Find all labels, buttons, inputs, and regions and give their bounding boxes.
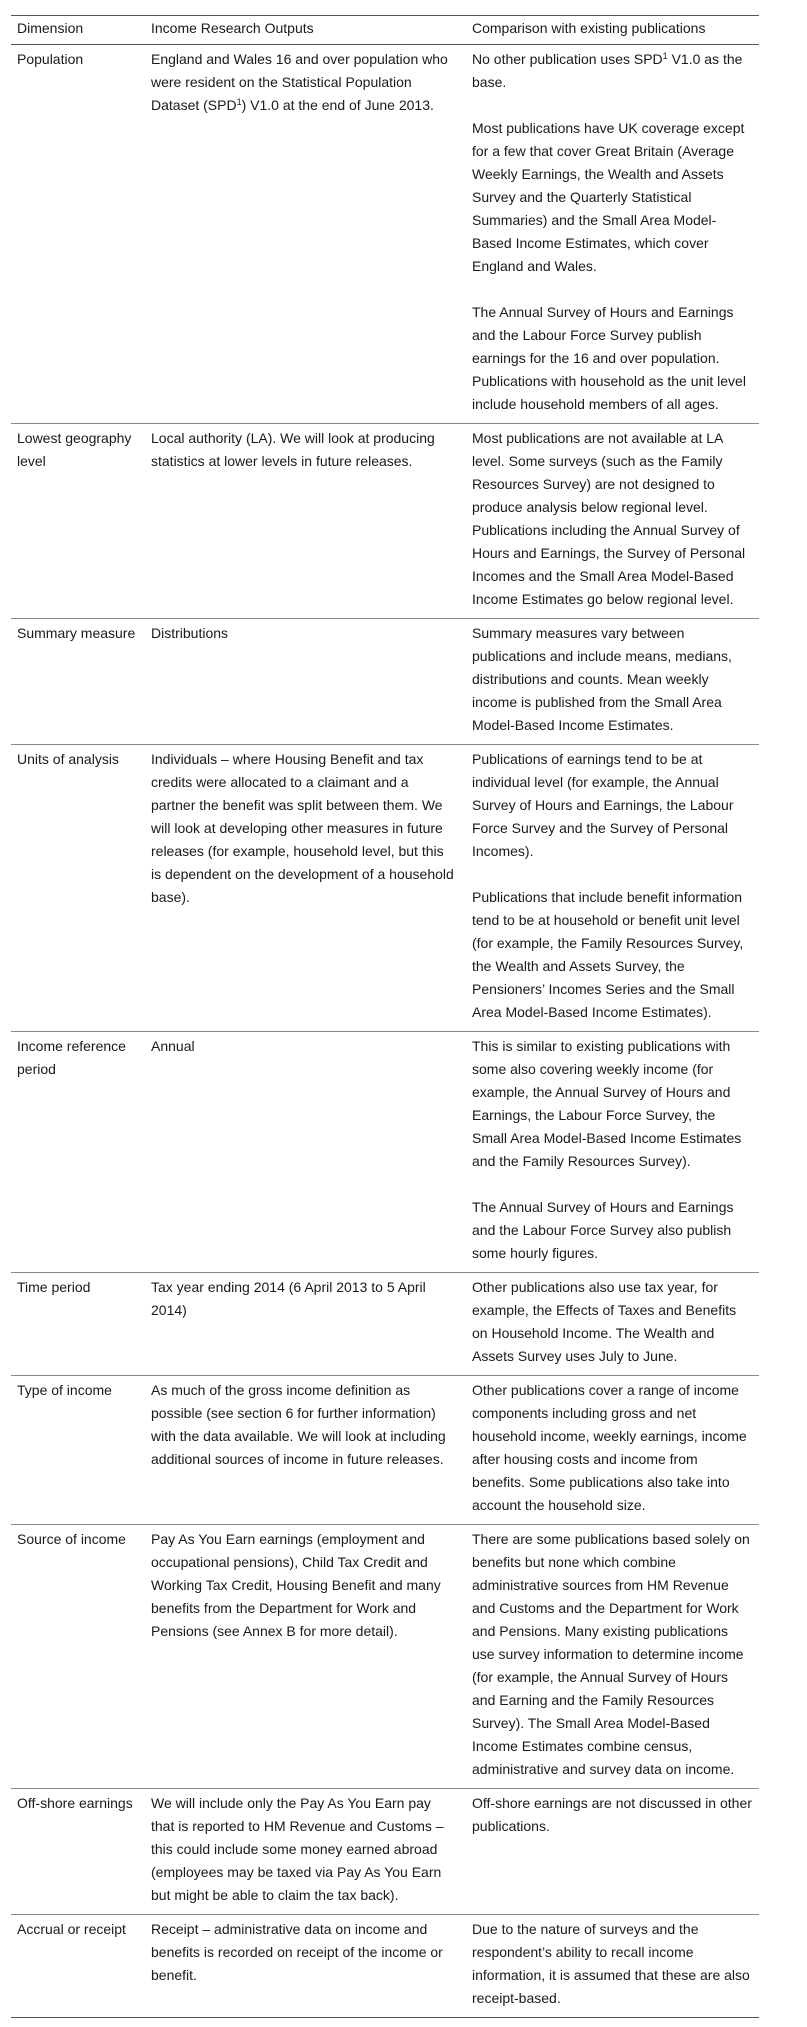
- comparison-cell: [460, 1032, 759, 1273]
- outputs-paragraph: England and Wales 16 and over population who were resident on the Statistical Population Dataset (SPD$^1$) V1.0 at the end of June 2013.: [151, 51, 448, 113]
- comparison-cell: [460, 1273, 759, 1376]
- table-row: [11, 619, 759, 745]
- dimension-cell: Source of income: [11, 1525, 144, 1789]
- table-row: [11, 745, 759, 1032]
- table-row: [11, 1032, 759, 1273]
- table-row: [11, 1273, 759, 1376]
- comparison-paragraph: Summary measures vary between publications and include means, medians, distributions and counts. Mean weekly income is published from the Small Area Model-Based Income Estimates.: [472, 625, 732, 733]
- comparison-cell: [460, 745, 759, 1032]
- table-row: [11, 1789, 759, 1915]
- comparison-paragraph: Publications of earnings tend to be at individual level (for example, the Annual Survey of Hours and Earnings, the Labour Force Survey and the Survey of Personal Incomes).: [472, 751, 734, 859]
- outputs-cell: [144, 1032, 460, 1273]
- table-header: [11, 16, 759, 45]
- comparison-paragraph: This is similar to existing publications with some also covering weekly income (for example, the Annual Survey of Hours and Earnings, the Labour Force Survey, the Small Area Model-Based Income Estimates and the Family Resources Survey).: [472, 1038, 742, 1169]
- comparison-paragraph: The Annual Survey of Hours and Earnings and the Labour Force Survey also publish some hourly figures.: [472, 1199, 734, 1261]
- table-row: [11, 45, 759, 424]
- table-row: [11, 1525, 759, 1789]
- dimension-cell: Accrual or receipt: [11, 1915, 144, 2018]
- dimension-cell: Population: [11, 45, 144, 424]
- outputs-paragraph: Annual: [151, 1038, 195, 1054]
- comparison-paragraph: Off-shore earnings are not discussed in other publications.: [472, 1795, 752, 1834]
- header-income-research-outputs: Income Research Outputs: [144, 16, 460, 45]
- comparison-cell: [460, 619, 759, 745]
- comparison-cell: [460, 1789, 759, 1915]
- dimension-cell: Type of income: [11, 1376, 144, 1525]
- outputs-paragraph: Individuals – where Housing Benefit and tax credits were allocated to a claimant and a partner the benefit was split between them. We will look at developing other measures in future releases (for example, household level, but this is dependent on the development of a household base).: [151, 751, 454, 905]
- comparison-cell: [460, 45, 759, 424]
- dimension-cell: Off-shore earnings: [11, 1789, 144, 1915]
- comparison-table: [11, 15, 759, 2018]
- dimension-cell: Summary measure: [11, 619, 144, 745]
- comparison-paragraph: Other publications also use tax year, for example, the Effects of Taxes and Benefits on Household Income. The Wealth and Assets Survey uses July to June.: [472, 1279, 737, 1364]
- comparison-paragraph: Other publications cover a range of income components including gross and net household income, weekly earnings, income after housing costs and income from benefits. Some publications also take into account the household size.: [472, 1382, 747, 1513]
- comparison-paragraph: The Annual Survey of Hours and Earnings and the Labour Force Survey publish earnings for the 16 and over population. Publications with household as the unit level include household members of all ages.: [472, 304, 746, 412]
- comparison-paragraph: Most publications have UK coverage except for a few that cover Great Britain (Average Weekly Earnings, the Wealth and Assets Survey and the Quarterly Statistical Summaries) and the Small Area Model-Based Income Estimates, which cover England and Wales.: [472, 120, 745, 274]
- dimension-cell: Units of analysis: [11, 745, 144, 1032]
- outputs-cell: [144, 745, 460, 1032]
- table-row: [11, 1376, 759, 1525]
- dimension-cell: Income reference period: [11, 1032, 144, 1273]
- table-body: [11, 45, 759, 2018]
- comparison-cell: [460, 1915, 759, 2018]
- comparison-paragraph: Due to the nature of surveys and the respondent’s ability to recall income information, it is assumed that these are also receipt-based.: [472, 1921, 750, 2006]
- outputs-cell: [144, 1789, 460, 1915]
- header-row: [11, 16, 759, 45]
- outputs-cell: [144, 1915, 460, 2018]
- comparison-cell: [460, 424, 759, 619]
- header-comparison: Comparison with existing publications: [460, 16, 759, 45]
- comparison-cell: [460, 1525, 759, 1789]
- footnote-marker: 1: [662, 51, 668, 61]
- outputs-paragraph: We will include only the Pay As You Earn pay that is reported to HM Revenue and Customs – this could include some money earned abroad (employees may be taxed via Pay As You Earn but might be able to claim the tax back).: [151, 1795, 444, 1903]
- outputs-paragraph: Distributions: [151, 625, 229, 641]
- outputs-paragraph: As much of the gross income definition as possible (see section 6 for further information) with the data available. We will look at including additional sources of income in future releases.: [151, 1382, 446, 1467]
- comparison-cell: [460, 1376, 759, 1525]
- comparison-paragraph: No other publication uses SPD$^1$ V1.0 as the base.: [472, 51, 743, 90]
- outputs-cell: [144, 1525, 460, 1789]
- header-dimension: Dimension: [11, 16, 144, 45]
- dimension-cell: Time period: [11, 1273, 144, 1376]
- outputs-cell: [144, 1273, 460, 1376]
- outputs-cell: [144, 45, 460, 424]
- comparison-paragraph: Publications that include benefit information tend to be at household or benefit unit level (for example, the Family Resources Survey, the Wealth and Assets Survey, the Pensioners’ Incomes Series and the Small Area Model-Based Income Estimates).: [472, 889, 744, 1020]
- outputs-cell: [144, 424, 460, 619]
- outputs-paragraph: Local authority (LA). We will look at producing statistics at lower levels in future releases.: [151, 430, 435, 469]
- outputs-paragraph: Pay As You Earn earnings (employment and occupational pensions), Child Tax Credit and Working Tax Credit, Housing Benefit and many benefits from the Department for Work and Pensions (see Annex B for more detail).: [151, 1531, 441, 1639]
- outputs-paragraph: Tax year ending 2014 (6 April 2013 to 5 April 2014): [151, 1279, 426, 1318]
- outputs-paragraph: Receipt – administrative data on income and benefits is recorded on receipt of the income or benefit.: [151, 1921, 443, 1983]
- footnote-marker: 1: [236, 97, 242, 107]
- table-row: [11, 424, 759, 619]
- table-row: [11, 1915, 759, 2018]
- outputs-cell: [144, 619, 460, 745]
- comparison-paragraph: Most publications are not available at LA level. Some surveys (such as the Family Resources Survey) are not designed to produce analysis below regional level. Publications including the Annual Survey of Hours and Earnings, the Survey of Personal Incomes and the Small Area Model-Based Income Estimates go below regional level.: [472, 430, 746, 607]
- outputs-cell: [144, 1376, 460, 1525]
- comparison-paragraph: There are some publications based solely on benefits but none which combine administrative sources from HM Revenue and Customs and the Department for Work and Pensions. Many existing publications use survey information to determine income (for example, the Annual Survey of Hours and Earning and the Family Resources Survey). The Small Area Model-Based Income Estimates combine census, administrative and survey data on income.: [472, 1531, 750, 1777]
- dimension-cell: Lowest geography level: [11, 424, 144, 619]
